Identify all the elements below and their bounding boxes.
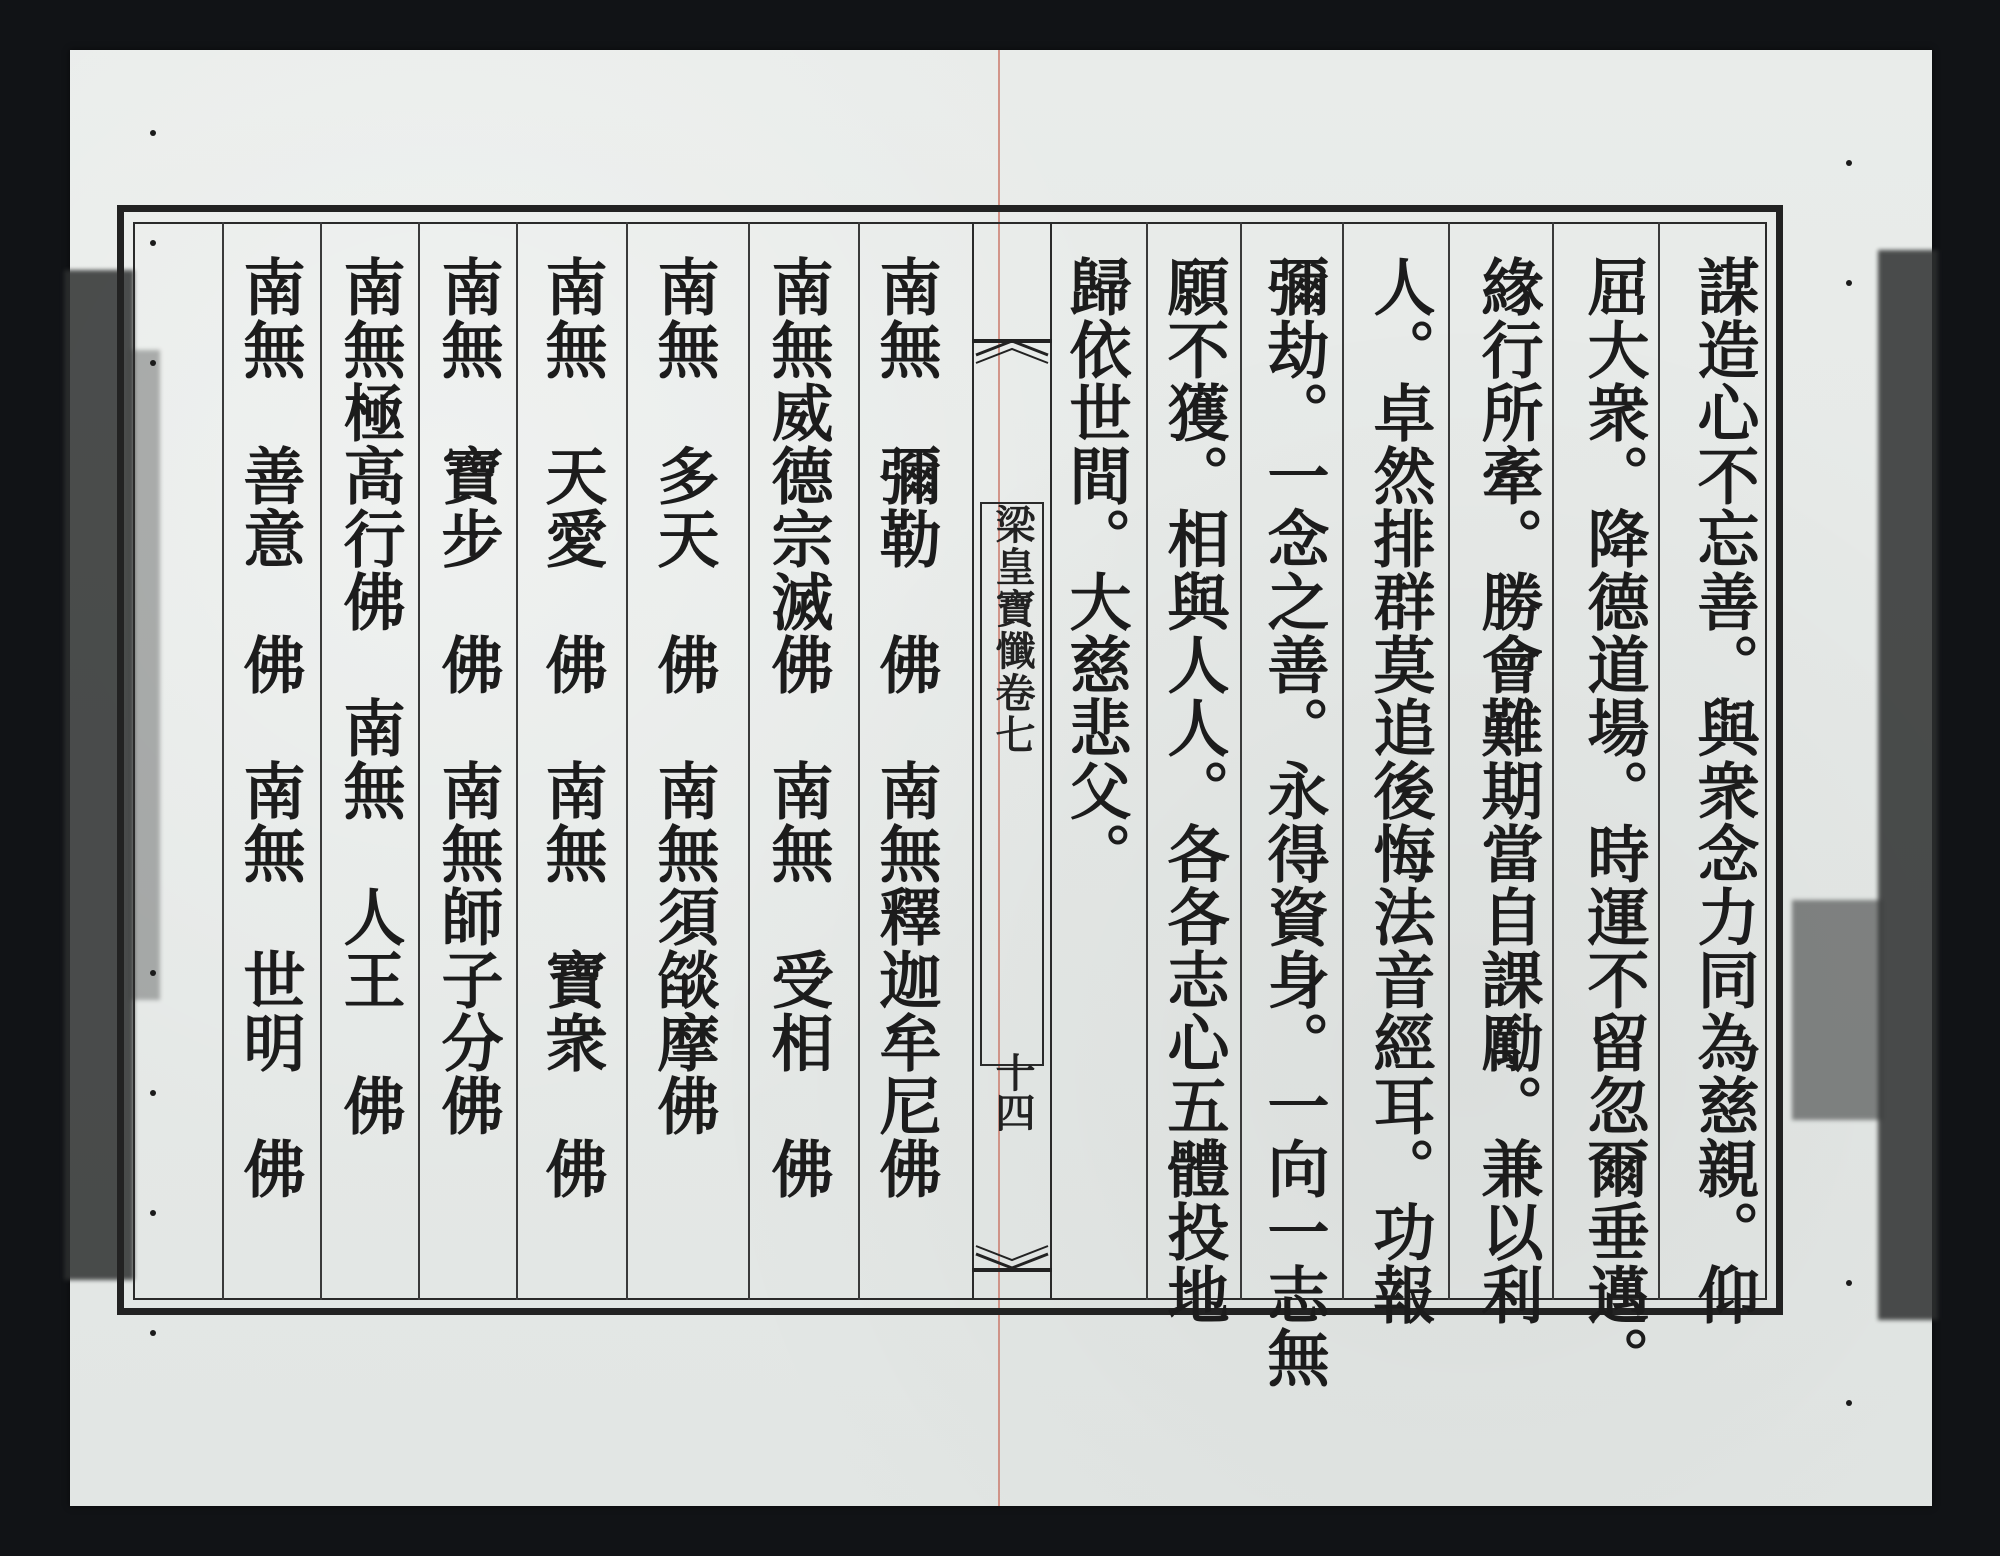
text-column-right-2: 屈大衆。降德道場。時運不留忽爾垂邁。 — [1577, 255, 1650, 1389]
fish-tail-bottom-icon — [972, 1232, 1052, 1272]
column-rule — [418, 222, 420, 1300]
margin-tick — [1846, 1400, 1852, 1406]
text-column-left-4: 南無 天愛 佛 南無 寶衆 佛 — [535, 255, 608, 1200]
text-column-right-3: 緣行所牽。勝會難期當自課勵。兼以利 — [1471, 255, 1544, 1326]
column-rule — [1448, 222, 1450, 1300]
text-column-left-2: 南無威德宗滅佛 南無 受相 佛 — [761, 255, 834, 1200]
text-column-left-6: 南無極高行佛 南無 人王 佛 — [333, 255, 406, 1137]
column-rule — [1552, 222, 1554, 1300]
book-title-box — [980, 502, 1044, 1066]
leaf-number — [982, 1052, 1042, 1132]
center-band — [972, 222, 1052, 1300]
text-column-right-5: 彌劫。一念之善。永得資身。一向一志無 — [1257, 255, 1330, 1389]
text-column-right-4: 人。卓然排群莫追後悔法音經耳。功報 — [1363, 255, 1436, 1326]
margin-tick — [150, 130, 156, 136]
ink-smudge-right-patch — [1792, 900, 1882, 1120]
column-rule — [1146, 222, 1148, 1300]
column-rule — [516, 222, 518, 1300]
text-column-right-1: 謀造心不忘善。與衆念力同為慈親。仰 — [1687, 255, 1760, 1326]
margin-tick — [1846, 160, 1852, 166]
text-column-left-1: 南無 彌勒 佛 南無釋迦牟尼佛 — [869, 255, 942, 1200]
band-rule-right — [1050, 222, 1052, 1300]
margin-tick — [1846, 1280, 1852, 1286]
fish-tail-top-icon — [972, 337, 1052, 377]
ink-smudge-right — [1878, 250, 1938, 1320]
band-rule-left — [972, 222, 974, 1300]
text-column-left-5: 南無 寶步 佛 南無師子分佛 — [431, 255, 504, 1137]
column-rule — [320, 222, 322, 1300]
column-rule — [1658, 222, 1660, 1300]
book-title: 梁皇寶懺卷七 — [989, 504, 1036, 756]
column-rule — [858, 222, 860, 1300]
margin-tick — [150, 1330, 156, 1336]
column-rule — [1240, 222, 1242, 1300]
text-column-left-3: 南無 多天 佛 南無須燄摩佛 — [647, 255, 720, 1137]
text-column-left-7: 南無 善意 佛 南無 世明 佛 — [233, 255, 306, 1200]
column-rule — [748, 222, 750, 1300]
text-column-right-7: 歸依世間。大慈悲父。 — [1059, 255, 1132, 885]
margin-tick — [1846, 280, 1852, 286]
text-column-right-6: 願不獲。相與人人。各各志心五體投地 — [1157, 255, 1230, 1326]
column-rule — [1342, 222, 1344, 1300]
leaf-number-text: 十四 — [989, 1052, 1036, 1132]
column-rule — [222, 222, 224, 1300]
column-rule — [626, 222, 628, 1300]
